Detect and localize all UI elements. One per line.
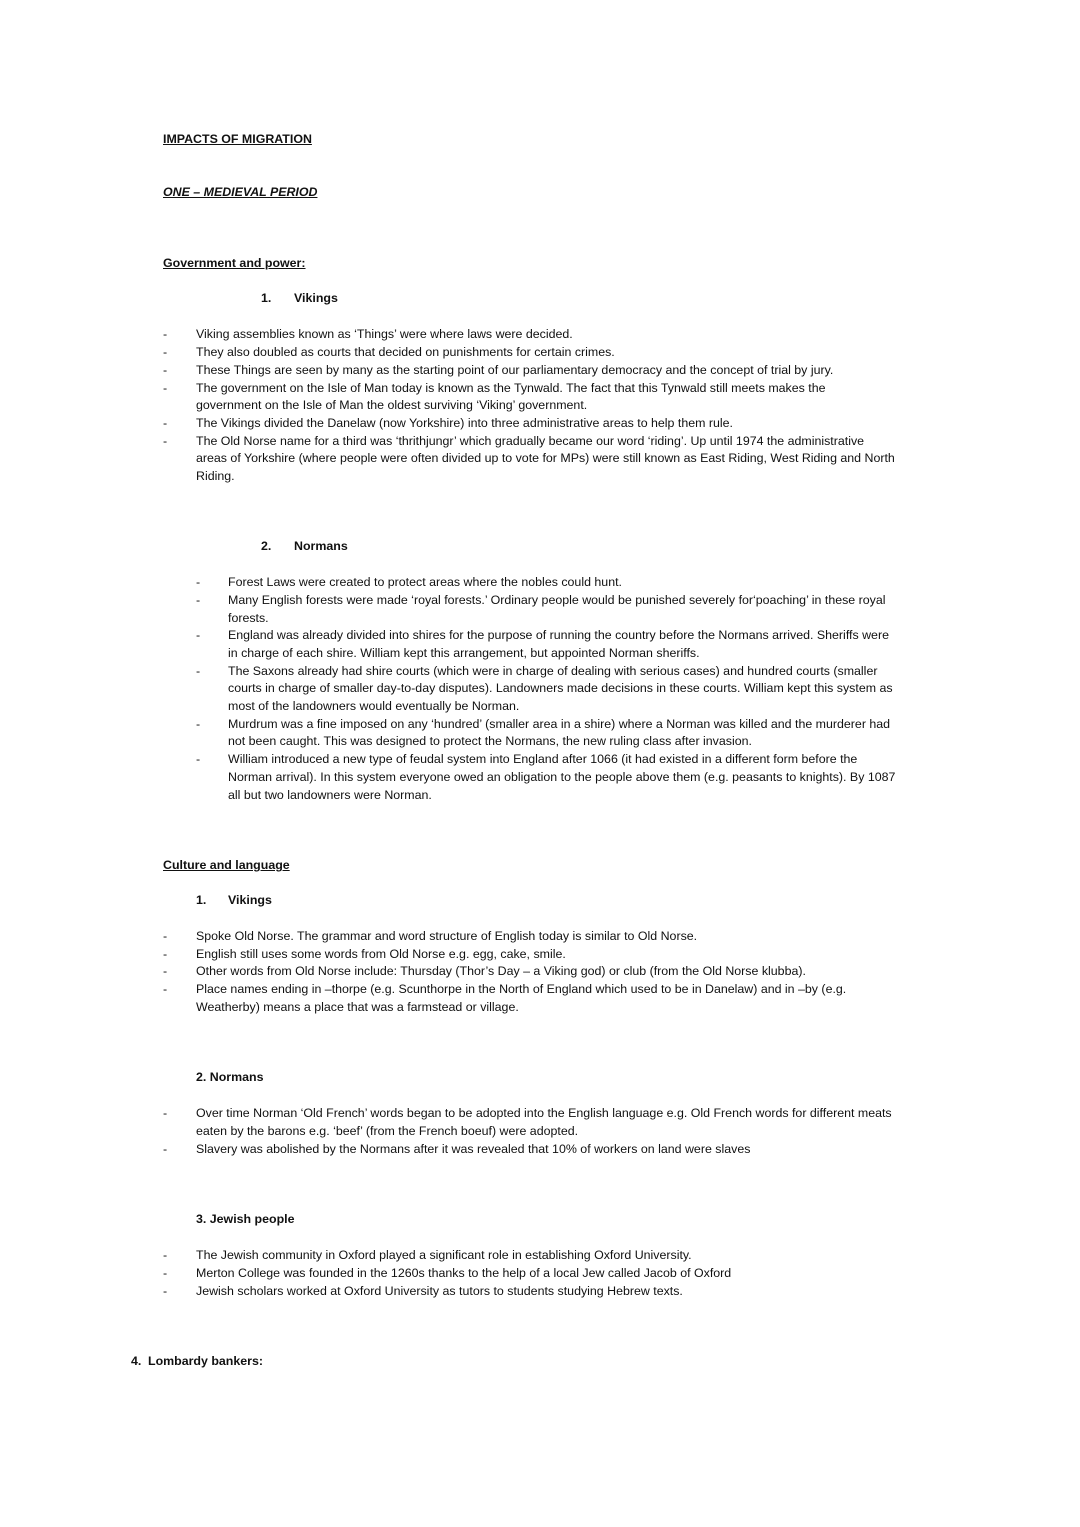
list-item: Spoke Old Norse. The grammar and word structure of English today is similar to Old Norse. (196, 929, 698, 943)
list-item: The Old Norse name for a third was ‘thrithjungr’ which gradually became our word ‘riding’. Up until 1974 the administrative (196, 434, 865, 448)
list-item: Viking assemblies known as ‘Things’ were where laws were decided. (196, 327, 573, 341)
list-item-continued: most of the landowners would eventually be Norman. (228, 699, 520, 713)
bullet-dash: - (196, 717, 201, 731)
list-item: The Saxons already had shire courts (which were in charge of dealing with serious cases) and hundred courts (smaller (228, 664, 878, 678)
bullet-dash: - (163, 1266, 168, 1280)
list-item: Forest Laws were created to protect areas where the nobles could hunt. (228, 575, 622, 589)
bullet-dash: - (196, 752, 201, 766)
list-item-continued: Weatherby) means a place that was a farmstead or village. (196, 1000, 519, 1014)
bullet-dash: - (196, 664, 201, 678)
list-item: Slavery was abolished by the Normans after it was revealed that 10% of workers on land were slaves (196, 1142, 751, 1156)
gov-normans-number: 2. (261, 539, 272, 553)
bullet-dash: - (163, 982, 168, 996)
bullet-dash: - (163, 929, 168, 943)
list-item: Jewish scholars worked at Oxford University as tutors to students studying Hebrew texts. (196, 1284, 683, 1298)
list-item: English still uses some words from Old Norse e.g. egg, cake, smile. (196, 947, 566, 961)
list-item-continued: Norman arrival). In this system everyone owed an obligation to the people above them (e.g. peasants to knights). By 1087 (228, 770, 896, 784)
gov-vikings-number: 1. (261, 291, 272, 305)
bullet-dash: - (163, 434, 168, 448)
gov-vikings-label: Vikings (294, 291, 338, 305)
list-item-continued: in charge of each shire. William kept this arrangement, but appointed Norman sheriffs. (228, 646, 700, 660)
list-item-continued: courts in charge of smaller day-to-day disputes). Landowners made decisions in these courts. William kept this system as (228, 681, 893, 695)
list-item: They also doubled as courts that decided on punishments for certain crimes. (196, 345, 615, 359)
bullet-dash: - (196, 628, 201, 642)
gov-normans-label: Normans (294, 539, 348, 553)
lombardy-label: Lombardy bankers: (148, 1354, 263, 1368)
list-item-continued: not been caught. This was designed to protect the Normans, the new ruling class after invasion. (228, 734, 752, 748)
culture-jewish-label: 3. Jewish people (196, 1212, 295, 1226)
bullet-dash: - (196, 593, 201, 607)
list-item: Murdrum was a fine imposed on any ‘hundred’ (smaller area in a shire) where a Norman was killed and the murderer had (228, 717, 891, 731)
bullet-dash: - (196, 575, 201, 589)
document-title: IMPACTS OF MIGRATION (163, 132, 312, 146)
bullet-dash: - (163, 947, 168, 961)
list-item: Over time Norman ‘Old French’ words began to be adopted into the English language e.g. Old French words for different meats (196, 1106, 892, 1120)
bullet-dash: - (163, 327, 168, 341)
list-item: Place names ending in –thorpe (e.g. Scunthorpe in the North of England which used to be in Danelaw) and in –by (e.g. (196, 982, 847, 996)
list-item: Other words from Old Norse include: Thursday (Thor’s Day – a Viking god) or club (from the Old Norse klubba). (196, 964, 806, 978)
lombardy-number: 4. (131, 1354, 142, 1368)
bullet-dash: - (163, 1142, 168, 1156)
list-item: The Vikings divided the Danelaw (now Yorkshire) into three administrative areas to help them rule. (196, 416, 733, 430)
list-item-continued: forests. (228, 611, 269, 625)
bullet-dash: - (163, 363, 168, 377)
list-item: The Jewish community in Oxford played a significant role in establishing Oxford University. (196, 1248, 692, 1262)
bullet-dash: - (163, 1284, 168, 1298)
list-item-continued: government on the Isle of Man the oldest surviving ‘Viking’ government. (196, 398, 588, 412)
bullet-dash: - (163, 345, 168, 359)
list-item: These Things are seen by many as the starting point of our parliamentary democracy and the concept of trial by jury. (196, 363, 834, 377)
list-item-continued: Riding. (196, 469, 235, 483)
list-item-continued: areas of Yorkshire (where people were often divided up to vote for MPs) were still known as East Riding, West Riding and North (196, 451, 895, 465)
list-item-continued: eaten by the barons e.g. ‘beef’ (from the French boeuf) were adopted. (196, 1124, 579, 1138)
bullet-dash: - (163, 1248, 168, 1262)
bullet-dash: - (163, 416, 168, 430)
period-heading: ONE – MEDIEVAL PERIOD (163, 185, 318, 199)
bullet-dash: - (163, 381, 168, 395)
list-item: Merton College was founded in the 1260s thanks to the help of a local Jew called Jacob of Oxford (196, 1266, 732, 1280)
list-item: The government on the Isle of Man today is known as the Tynwald. The fact that this Tynwald still meets makes the (196, 381, 826, 395)
list-item: Many English forests were made ‘royal forests.’ Ordinary people would be punished severely for‘poaching’ in these royal (228, 593, 886, 607)
list-item-continued: all but two landowners were Norman. (228, 788, 432, 802)
culture-vikings-number: 1. (196, 893, 207, 907)
culture-heading: Culture and language (163, 858, 290, 872)
culture-normans-label: 2. Normans (196, 1070, 264, 1084)
list-item: William introduced a new type of feudal system into England after 1066 (it had existed in a different form before the (228, 752, 858, 766)
culture-vikings-label: Vikings (228, 893, 272, 907)
gov-heading: Government and power: (163, 256, 306, 270)
bullet-dash: - (163, 964, 168, 978)
bullet-dash: - (163, 1106, 168, 1120)
list-item: England was already divided into shires for the purpose of running the country before the Normans arrived. Sheriffs were (228, 628, 889, 642)
